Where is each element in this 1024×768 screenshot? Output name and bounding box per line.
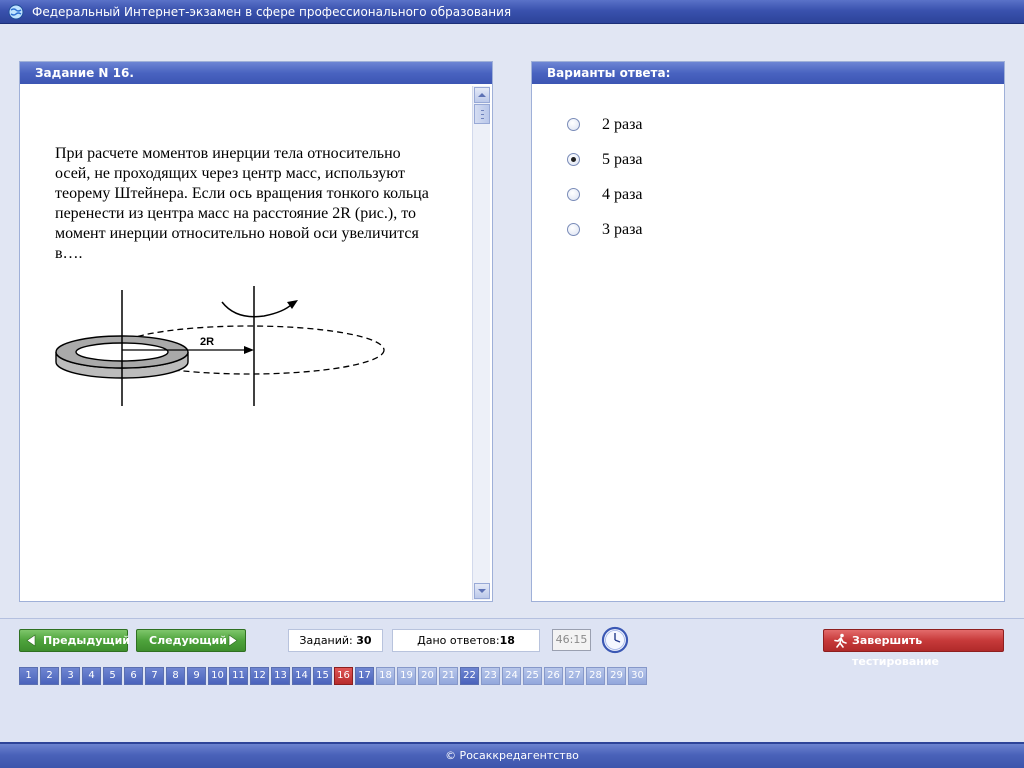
page-button-19[interactable]: 19 [397, 667, 416, 685]
page-button-27[interactable]: 27 [565, 667, 584, 685]
scroll-up-button[interactable] [474, 87, 490, 103]
arrow-right-icon [228, 634, 238, 647]
page-button-22[interactable]: 22 [460, 667, 479, 685]
timer-display: 46:15 [552, 629, 591, 651]
page-button-26[interactable]: 26 [544, 667, 563, 685]
window-titlebar [0, 0, 1024, 24]
answers-count-box [392, 629, 540, 652]
arrow-up-icon [475, 88, 489, 102]
page-button-18[interactable]: 18 [376, 667, 395, 685]
page-button-23[interactable]: 23 [481, 667, 500, 685]
next-button-label: Следующий [149, 634, 227, 647]
page-button-12[interactable]: 12 [250, 667, 269, 685]
page-button-21[interactable]: 21 [439, 667, 458, 685]
answer-option-3[interactable] [567, 184, 767, 208]
page-button-15[interactable]: 15 [313, 667, 332, 685]
page-button-20[interactable]: 20 [418, 667, 437, 685]
question-scrollbar[interactable] [472, 86, 490, 600]
page-button-9[interactable]: 9 [187, 667, 206, 685]
page-button-24[interactable]: 24 [502, 667, 521, 685]
radio-button[interactable] [567, 188, 580, 201]
tasks-count-box [288, 629, 383, 652]
question-panel [19, 61, 493, 602]
arrow-down-icon [475, 584, 489, 598]
radio-dot-icon [571, 157, 576, 162]
page-button-25[interactable]: 25 [523, 667, 542, 685]
page-button-14[interactable]: 14 [292, 667, 311, 685]
page-button-5[interactable]: 5 [103, 667, 122, 685]
figure-label-2r: 2R [200, 336, 215, 348]
page-button-28[interactable]: 28 [586, 667, 605, 685]
scroll-thumb[interactable] [474, 104, 490, 124]
answer-label[interactable]: 5 раза [602, 151, 643, 168]
finish-test-label: Завершить тестирование [852, 634, 940, 668]
question-text: При расчете моментов инерции тела относительно осей, не проходящих через центр масс, используют теорему Штейнера. Если ось вращения тонкого кольца перенести из центра масс на расстояние 2R (рис.), то момент инерции относительно новой оси увеличится в…. [55, 145, 429, 262]
ring-axis-figure [54, 286, 390, 408]
globe-app-icon [8, 4, 24, 20]
answer-label[interactable]: 2 раза [602, 116, 643, 133]
previous-button[interactable] [19, 629, 131, 652]
page-button-7[interactable]: 7 [145, 667, 164, 685]
page-button-29[interactable]: 29 [607, 667, 626, 685]
footer-copyright: © Росаккредагентство [445, 749, 579, 762]
footer [0, 742, 1024, 768]
page-button-1[interactable]: 1 [19, 667, 38, 685]
clock-icon [601, 626, 629, 654]
page-button-4[interactable]: 4 [82, 667, 101, 685]
question-panel-title: Задание N 16. [20, 62, 492, 84]
running-man-icon [833, 633, 848, 648]
page-button-2[interactable]: 2 [40, 667, 59, 685]
window-title: Федеральный Интернет-экзамен в сфере профессионального образования [32, 5, 512, 19]
arrow-left-icon [26, 634, 36, 647]
radio-button-selected[interactable] [567, 153, 580, 166]
page-button-8[interactable]: 8 [166, 667, 185, 685]
page-button-30[interactable]: 30 [628, 667, 647, 685]
radio-button[interactable] [567, 223, 580, 236]
answers-panel-title: Варианты ответа: [532, 62, 1004, 84]
page-button-16[interactable]: 16 [334, 667, 353, 685]
finish-test-button[interactable] [823, 629, 1004, 668]
answers-count-value: 18 [499, 634, 515, 647]
page-button-11[interactable]: 11 [229, 667, 248, 685]
page-button-3[interactable]: 3 [61, 667, 80, 685]
answers-panel [531, 61, 1005, 602]
next-button[interactable] [136, 629, 246, 652]
page-button-17[interactable]: 17 [355, 667, 374, 685]
radio-button[interactable] [567, 118, 580, 131]
answer-option-2[interactable] [567, 149, 767, 173]
answer-label[interactable]: 3 раза [602, 221, 643, 238]
previous-button-label: Предыдущий [43, 634, 131, 647]
answer-label[interactable]: 4 раза [602, 186, 643, 203]
scroll-down-button[interactable] [474, 583, 490, 599]
page-button-10[interactable]: 10 [208, 667, 227, 685]
page-button-13[interactable]: 13 [271, 667, 290, 685]
answers-count-label: Дано ответов: [417, 634, 500, 647]
page-button-6[interactable]: 6 [124, 667, 143, 685]
answer-option-1[interactable] [567, 114, 767, 138]
answer-option-4[interactable] [567, 219, 767, 243]
tasks-count-label: Заданий: [299, 634, 353, 647]
tasks-count-value: 30 [356, 634, 372, 647]
